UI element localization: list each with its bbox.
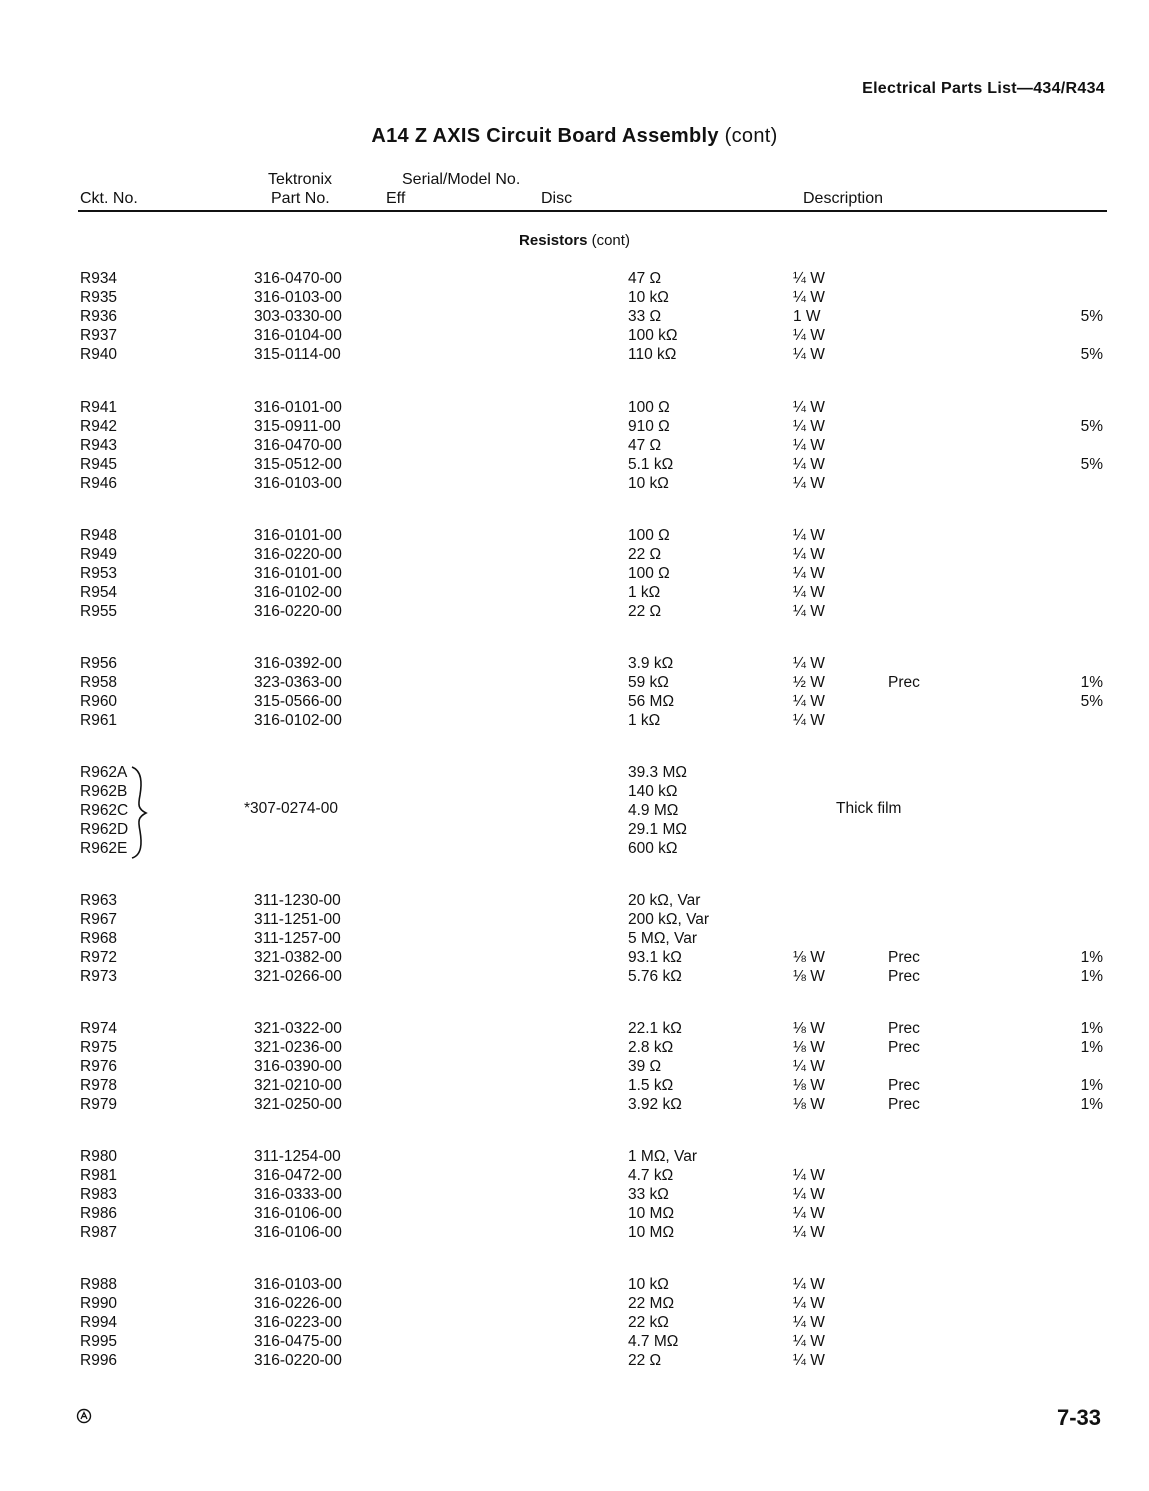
- ckt-number: R975: [80, 1039, 118, 1056]
- part-number: 311-1251-00: [254, 911, 341, 928]
- ckt-number: R934: [80, 270, 118, 287]
- power-rating: ¼ W: [793, 1186, 825, 1203]
- resistance-value: 100 Ω: [628, 527, 670, 544]
- section-heading: [0, 232, 1149, 249]
- tolerance: 1%: [1080, 1020, 1103, 1037]
- table-row: [0, 839, 1149, 858]
- resistance-value: 100 Ω: [628, 399, 670, 416]
- part-number: 316-0220-00: [254, 546, 342, 563]
- resistance-value: 200 kΩ, Var: [628, 911, 710, 928]
- ckt-number: R943: [80, 437, 118, 454]
- part-number: 303-0330-00: [254, 308, 342, 325]
- ckt-number: R956: [80, 655, 118, 672]
- ckt-number: R953: [80, 565, 118, 582]
- part-number: 316-0106-00: [254, 1205, 342, 1222]
- table-row: [0, 929, 1149, 948]
- resistance-value: 20 kΩ, Var: [628, 892, 701, 909]
- precision-label: Prec: [888, 1039, 920, 1056]
- resistance-value: 39.3 MΩ: [628, 764, 687, 781]
- part-number: 315-0512-00: [254, 456, 342, 473]
- ckt-number: R981: [80, 1167, 118, 1184]
- page-number: 7-33: [1056, 1405, 1101, 1430]
- power-rating: ¼ W: [793, 346, 825, 363]
- page-title: [0, 125, 1149, 148]
- part-number: 315-0566-00: [254, 693, 342, 710]
- part-number: 316-0470-00: [254, 437, 342, 454]
- brace-icon: [128, 765, 156, 860]
- table-row: [0, 564, 1149, 583]
- table-row: [0, 1185, 1149, 1204]
- power-rating: ¼ W: [793, 475, 825, 492]
- resistance-value: 47 Ω: [628, 270, 662, 287]
- table-row: [0, 782, 1149, 801]
- ckt-number: R974: [80, 1020, 118, 1037]
- table-row: [0, 1351, 1149, 1370]
- power-rating: ¼ W: [793, 527, 825, 544]
- part-number: 316-0102-00: [254, 584, 342, 601]
- table-row: [0, 1313, 1149, 1332]
- power-rating: ¼ W: [793, 1224, 825, 1241]
- col-description: Description: [803, 190, 884, 207]
- ckt-number: R962B: [80, 783, 128, 800]
- resistance-value: 22 MΩ: [628, 1295, 675, 1312]
- ckt-number: R987: [80, 1224, 118, 1241]
- running-header: Electrical Parts List—434/R434: [862, 80, 1105, 97]
- col-ckt-no: Ckt. No.: [80, 190, 138, 207]
- power-rating: ⅛ W: [793, 1077, 825, 1094]
- power-rating: 1 W: [793, 308, 821, 325]
- part-number: 316-0392-00: [254, 655, 342, 672]
- resistance-value: 3.92 kΩ: [628, 1096, 682, 1113]
- ckt-number: R990: [80, 1295, 118, 1312]
- ckt-number: R996: [80, 1352, 118, 1369]
- ckt-number: R937: [80, 327, 118, 344]
- table-row: [0, 820, 1149, 839]
- resistance-value: 33 kΩ: [628, 1186, 669, 1203]
- part-number: 316-0220-00: [254, 1352, 342, 1369]
- resistance-value: 56 MΩ: [628, 693, 675, 710]
- ckt-number: R973: [80, 968, 118, 985]
- ckt-number: R941: [80, 399, 118, 416]
- table-row: [0, 692, 1149, 711]
- ckt-number: R942: [80, 418, 118, 435]
- power-rating: ¼ W: [793, 437, 825, 454]
- combo-part-number: *307-0274-00: [244, 800, 338, 817]
- part-number: 316-0103-00: [254, 1276, 342, 1293]
- revision-mark-icon: [76, 1408, 92, 1424]
- ckt-number: R954: [80, 584, 118, 601]
- section-name: Resistors: [519, 232, 588, 249]
- power-rating: ¼ W: [793, 565, 825, 582]
- table-row: [0, 526, 1149, 545]
- ckt-number: R936: [80, 308, 118, 325]
- table-row: [0, 583, 1149, 602]
- ckt-number: R958: [80, 674, 118, 691]
- resistance-value: 10 MΩ: [628, 1224, 675, 1241]
- tolerance: 1%: [1080, 1096, 1103, 1113]
- resistance-value: 39 Ω: [628, 1058, 662, 1075]
- resistance-value: 600 kΩ: [628, 840, 678, 857]
- ckt-number: R963: [80, 892, 118, 909]
- table-row: [0, 910, 1149, 929]
- power-rating: ¼ W: [793, 603, 825, 620]
- ckt-number: R978: [80, 1077, 118, 1094]
- table-row: [0, 1095, 1149, 1114]
- table-row: [0, 474, 1149, 493]
- part-number: 321-0322-00: [254, 1020, 342, 1037]
- part-number: 311-1257-00: [254, 930, 341, 947]
- tolerance: 1%: [1080, 949, 1103, 966]
- ckt-number: R980: [80, 1148, 118, 1165]
- power-rating: ¼ W: [793, 327, 825, 344]
- part-number: 315-0911-00: [254, 418, 341, 435]
- resistance-value: 22 Ω: [628, 1352, 662, 1369]
- col-eff: Eff: [386, 190, 406, 207]
- part-number: 321-0266-00: [254, 968, 342, 985]
- tolerance: 1%: [1080, 968, 1103, 985]
- part-number: 323-0363-00: [254, 674, 342, 691]
- part-number: 316-0226-00: [254, 1295, 342, 1312]
- part-number: 316-0475-00: [254, 1333, 342, 1350]
- table-row: [0, 288, 1149, 307]
- ckt-number: R962A: [80, 764, 128, 781]
- table-row: [0, 1294, 1149, 1313]
- resistance-value: 4.9 MΩ: [628, 802, 679, 819]
- resistance-value: 4.7 MΩ: [628, 1333, 679, 1350]
- combo-description: Thick film: [836, 800, 902, 817]
- power-rating: ¼ W: [793, 270, 825, 287]
- resistance-value: 1 kΩ: [628, 584, 661, 601]
- power-rating: ⅛ W: [793, 949, 825, 966]
- table-row: [0, 1038, 1149, 1057]
- part-number: 316-0220-00: [254, 603, 342, 620]
- table-row: [0, 673, 1149, 692]
- table-row: [0, 948, 1149, 967]
- col-tektronix: Tektronix: [268, 171, 333, 188]
- tolerance: 5%: [1080, 693, 1103, 710]
- table-row: [0, 1076, 1149, 1095]
- ckt-number: R940: [80, 346, 118, 363]
- power-rating: ⅛ W: [793, 1020, 825, 1037]
- table-row: [0, 1275, 1149, 1294]
- part-number: 316-0101-00: [254, 399, 342, 416]
- resistance-value: 22 kΩ: [628, 1314, 669, 1331]
- power-rating: ¼ W: [793, 655, 825, 672]
- resistance-value: 47 Ω: [628, 437, 662, 454]
- part-number: 316-0390-00: [254, 1058, 342, 1075]
- precision-label: Prec: [888, 1077, 920, 1094]
- power-rating: ¼ W: [793, 584, 825, 601]
- table-row: [0, 801, 1149, 820]
- table-row: [0, 1057, 1149, 1076]
- part-number: 315-0114-00: [254, 346, 341, 363]
- ckt-number: R949: [80, 546, 118, 563]
- resistance-value: 910 Ω: [628, 418, 670, 435]
- resistance-value: 10 MΩ: [628, 1205, 675, 1222]
- resistance-value: 100 kΩ: [628, 327, 678, 344]
- resistance-value: 110 kΩ: [628, 346, 677, 363]
- power-rating: ¼ W: [793, 399, 825, 416]
- power-rating: ¼ W: [793, 1205, 825, 1222]
- resistance-value: 4.7 kΩ: [628, 1167, 674, 1184]
- table-row: [0, 1204, 1149, 1223]
- table-row: [0, 654, 1149, 673]
- ckt-number: R994: [80, 1314, 118, 1331]
- resistance-value: 59 kΩ: [628, 674, 669, 691]
- ckt-number: R983: [80, 1186, 118, 1203]
- power-rating: ½ W: [793, 674, 825, 691]
- resistance-value: 22.1 kΩ: [628, 1020, 682, 1037]
- tolerance: 1%: [1080, 1039, 1103, 1056]
- power-rating: ¼ W: [793, 1314, 825, 1331]
- table-row: [0, 1332, 1149, 1351]
- ckt-number: R976: [80, 1058, 118, 1075]
- precision-label: Prec: [888, 1020, 920, 1037]
- part-number: 316-0101-00: [254, 527, 342, 544]
- table-row: [0, 436, 1149, 455]
- table-row: [0, 398, 1149, 417]
- ckt-number: R962E: [80, 840, 128, 857]
- ckt-number: R945: [80, 456, 118, 473]
- precision-label: Prec: [888, 674, 920, 691]
- resistance-value: 10 kΩ: [628, 289, 669, 306]
- part-number: 316-0470-00: [254, 270, 342, 287]
- ckt-number: R948: [80, 527, 118, 544]
- table-row: [0, 711, 1149, 730]
- ckt-number: R962C: [80, 802, 129, 819]
- section-cont: (cont): [591, 232, 630, 249]
- ckt-number: R955: [80, 603, 118, 620]
- tolerance: 5%: [1080, 346, 1103, 363]
- table-row: [0, 326, 1149, 345]
- table-row: [0, 763, 1149, 782]
- power-rating: ⅛ W: [793, 1039, 825, 1056]
- col-serial-model: Serial/Model No.: [402, 171, 521, 188]
- ckt-number: R960: [80, 693, 118, 710]
- table-row: [0, 602, 1149, 621]
- table-row: [0, 891, 1149, 910]
- precision-label: Prec: [888, 949, 920, 966]
- power-rating: ¼ W: [793, 1167, 825, 1184]
- part-number: 311-1230-00: [254, 892, 341, 909]
- ckt-number: R935: [80, 289, 118, 306]
- tolerance: 5%: [1080, 308, 1103, 325]
- table-row: [0, 967, 1149, 986]
- resistance-value: 1 kΩ: [628, 712, 661, 729]
- power-rating: ¼ W: [793, 418, 825, 435]
- part-number: 316-0102-00: [254, 712, 342, 729]
- tolerance: 5%: [1080, 456, 1103, 473]
- ckt-number: R962D: [80, 821, 129, 838]
- part-number: 316-0101-00: [254, 565, 342, 582]
- part-number: 321-0250-00: [254, 1096, 342, 1113]
- part-number: 321-0236-00: [254, 1039, 342, 1056]
- resistance-value: 5 MΩ, Var: [628, 930, 698, 947]
- part-number: 311-1254-00: [254, 1148, 341, 1165]
- ckt-number: R972: [80, 949, 118, 966]
- power-rating: ¼ W: [793, 693, 825, 710]
- table-row: [0, 1019, 1149, 1038]
- ckt-number: R946: [80, 475, 118, 492]
- part-number: 316-0104-00: [254, 327, 342, 344]
- header-rule: [78, 210, 1107, 212]
- resistance-value: 33 Ω: [628, 308, 662, 325]
- ckt-number: R995: [80, 1333, 118, 1350]
- power-rating: ¼ W: [793, 1352, 825, 1369]
- resistance-value: 22 Ω: [628, 603, 662, 620]
- table-row: [0, 1223, 1149, 1242]
- part-number: 321-0382-00: [254, 949, 342, 966]
- part-number: 321-0210-00: [254, 1077, 342, 1094]
- power-rating: ¼ W: [793, 289, 825, 306]
- ckt-number: R988: [80, 1276, 118, 1293]
- table-row: [0, 455, 1149, 474]
- resistance-value: 93.1 kΩ: [628, 949, 682, 966]
- power-rating: ¼ W: [793, 1333, 825, 1350]
- table-row: [0, 417, 1149, 436]
- precision-label: Prec: [888, 1096, 920, 1113]
- resistance-value: 1 MΩ, Var: [628, 1148, 698, 1165]
- col-disc: Disc: [541, 190, 573, 207]
- table-row: [0, 1147, 1149, 1166]
- power-rating: ¼ W: [793, 712, 825, 729]
- resistance-value: 3.9 kΩ: [628, 655, 674, 672]
- resistance-value: 100 Ω: [628, 565, 670, 582]
- resistance-value: 10 kΩ: [628, 1276, 669, 1293]
- ckt-number: R968: [80, 930, 118, 947]
- resistance-value: 10 kΩ: [628, 475, 669, 492]
- part-number: 316-0103-00: [254, 475, 342, 492]
- power-rating: ¼ W: [793, 456, 825, 473]
- power-rating: ¼ W: [793, 1295, 825, 1312]
- table-row: [0, 345, 1149, 364]
- resistance-value: 22 Ω: [628, 546, 662, 563]
- power-rating: ¼ W: [793, 546, 825, 563]
- ckt-number: R967: [80, 911, 118, 928]
- resistance-value: 140 kΩ: [628, 783, 678, 800]
- table-row: [0, 307, 1149, 326]
- col-part-no: Part No.: [271, 190, 330, 207]
- power-rating: ¼ W: [793, 1058, 825, 1075]
- tolerance: 1%: [1080, 1077, 1103, 1094]
- table-row: [0, 545, 1149, 564]
- title-cont: (cont): [724, 125, 778, 147]
- table-row: [0, 269, 1149, 288]
- ckt-number: R961: [80, 712, 118, 729]
- part-number: 316-0223-00: [254, 1314, 342, 1331]
- resistance-value: 1.5 kΩ: [628, 1077, 674, 1094]
- title-main: A14 Z AXIS Circuit Board Assembly: [371, 125, 719, 147]
- precision-label: Prec: [888, 968, 920, 985]
- ckt-number: R986: [80, 1205, 118, 1222]
- resistance-value: 29.1 MΩ: [628, 821, 687, 838]
- part-number: 316-0333-00: [254, 1186, 342, 1203]
- part-number: 316-0472-00: [254, 1167, 342, 1184]
- resistance-value: 2.8 kΩ: [628, 1039, 674, 1056]
- power-rating: ¼ W: [793, 1276, 825, 1293]
- tolerance: 1%: [1080, 674, 1103, 691]
- part-number: 316-0103-00: [254, 289, 342, 306]
- resistance-value: 5.1 kΩ: [628, 456, 674, 473]
- power-rating: ⅛ W: [793, 1096, 825, 1113]
- tolerance: 5%: [1080, 418, 1103, 435]
- power-rating: ⅛ W: [793, 968, 825, 985]
- part-number: 316-0106-00: [254, 1224, 342, 1241]
- ckt-number: R979: [80, 1096, 118, 1113]
- table-row: [0, 1166, 1149, 1185]
- resistance-value: 5.76 kΩ: [628, 968, 682, 985]
